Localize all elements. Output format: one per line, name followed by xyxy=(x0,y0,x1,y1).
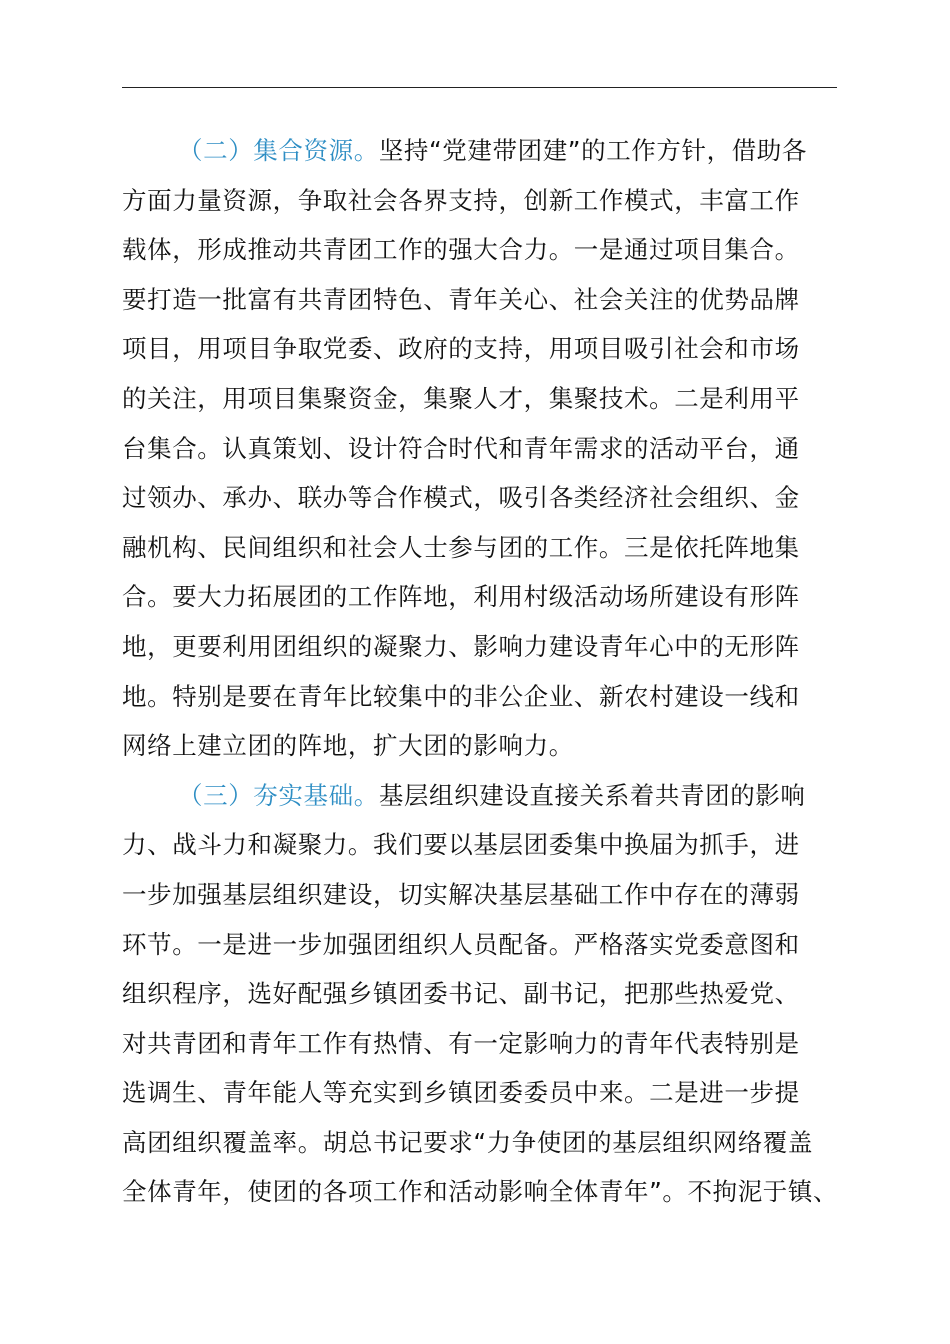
section3-first-line xyxy=(122,771,837,821)
paragraph-line: 的关注，用项目集聚资金，集聚人才，集聚技术。二是利用平 xyxy=(122,383,800,413)
paragraph-line: 台集合。认真策划、设计符合时代和青年需求的活动平台，通 xyxy=(122,433,800,463)
paragraph-line: 过领办、承办、联办等合作模式，吸引各类经济社会组织、金 xyxy=(122,483,800,513)
paragraph-line: 坚持“党建带团建”的工作方针，借助各 xyxy=(378,136,807,165)
paragraph-line: 网络上建立团的阵地，扩大团的影响力。 xyxy=(122,731,574,761)
paragraph-line: 高团组织覆盖率。胡总书记要求“力争使团的基层组织网络覆盖 xyxy=(122,1127,813,1157)
paragraph-line: 载体，形成推动共青团工作的强大合力。一是通过项目集合。 xyxy=(122,235,800,265)
section2-heading: （二）集合资源。 xyxy=(178,136,379,165)
paragraph-line: 要打造一批富有共青团特色、青年关心、社会关注的优势品牌 xyxy=(122,284,800,314)
section2-first-line xyxy=(122,126,837,176)
paragraph-line: 组织程序，选好配强乡镇团委书记、副书记，把那些热爱党、 xyxy=(122,979,800,1009)
paragraph-line: 地。特别是要在青年比较集中的非公企业、新农村建设一线和 xyxy=(122,681,800,711)
paragraph-line: 方面力量资源，争取社会各界支持，创新工作模式，丰富工作 xyxy=(122,185,800,215)
body-text xyxy=(122,126,837,1217)
paragraph-line: 全体青年，使团的各项工作和活动影响全体青年”。不拘泥于镇、 xyxy=(122,1177,839,1207)
paragraph-line: 基层组织建设直接关系着共青团的影响 xyxy=(378,780,806,810)
paragraph-line: 地，更要利用团组织的凝聚力、影响力建设青年心中的无形阵 xyxy=(122,631,800,661)
section3-heading: （三）夯实基础。 xyxy=(178,780,379,810)
paragraph-line: 融机构、民间组织和社会人士参与团的工作。三是依托阵地集 xyxy=(122,532,800,562)
header-rule xyxy=(122,87,837,88)
paragraph-line: 合。要大力拓展团的工作阵地，利用村级活动场所建设有形阵 xyxy=(122,582,800,612)
paragraph-line: 项目，用项目争取党委、政府的支持，用项目吸引社会和市场 xyxy=(122,334,800,364)
paragraph-line: 一步加强基层组织建设，切实解决基层基础工作中存在的薄弱 xyxy=(122,879,800,909)
paragraph-line: 环节。一是进一步加强团组织人员配备。严格落实党委意图和 xyxy=(122,929,800,959)
paragraph-line: 对共青团和青年工作有热情、有一定影响力的青年代表特别是 xyxy=(122,1028,800,1058)
paragraph-line: 选调生、青年能人等充实到乡镇团委委员中来。二是进一步提 xyxy=(122,1078,800,1108)
paragraph-line: 力、战斗力和凝聚力。我们要以基层团委集中换届为抓手，进 xyxy=(122,830,800,860)
